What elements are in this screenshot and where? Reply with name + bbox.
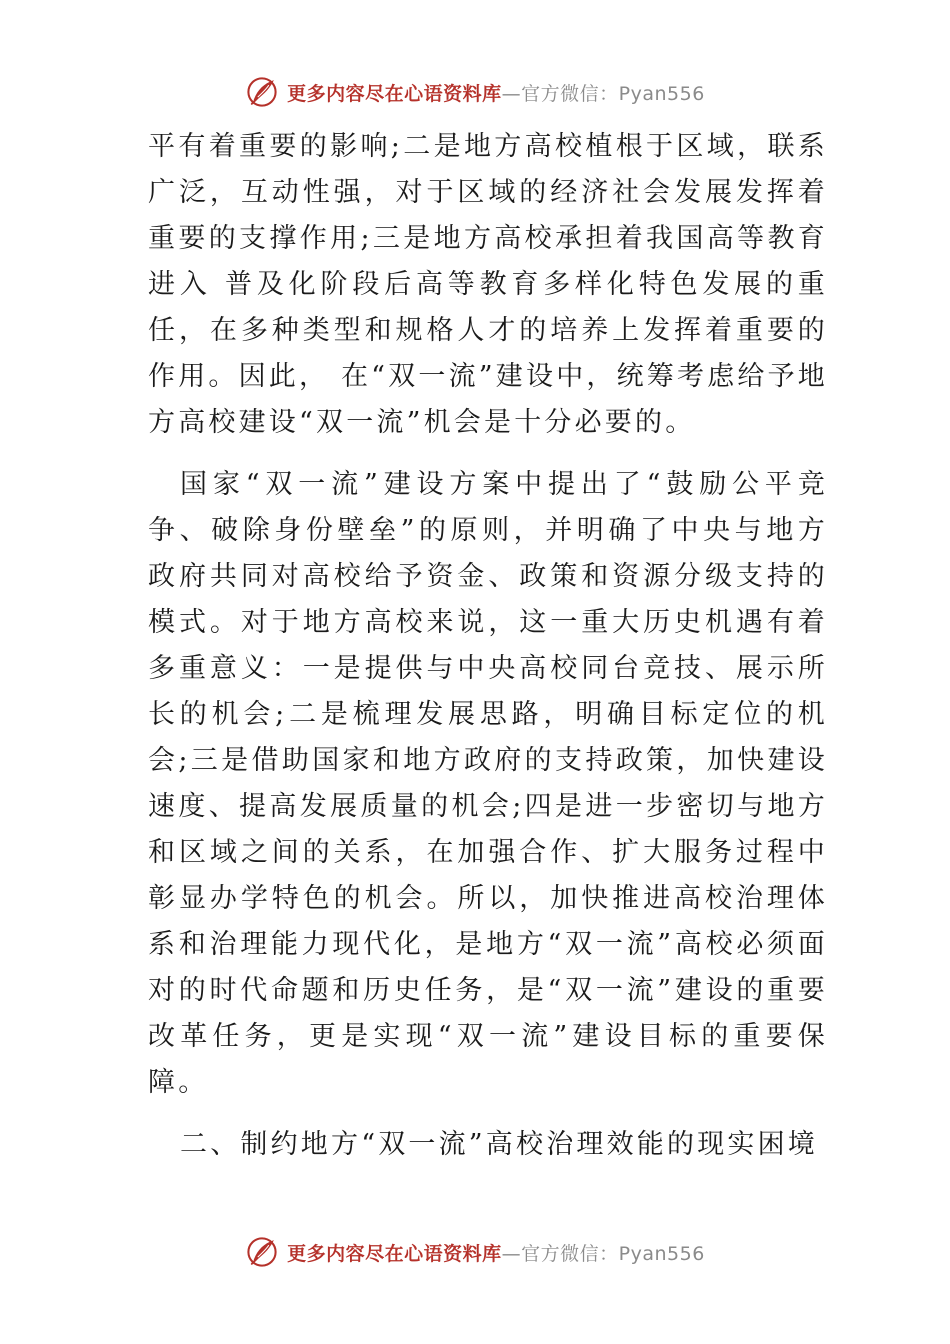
footer-banner-text <box>287 1239 705 1266</box>
footer-contact-text: 官方微信：Pyan556 <box>521 1242 705 1265</box>
section-heading: 二、制约地方“双一流”高校治理效能的现实困境 <box>180 1129 819 1160</box>
paragraph-1: 平有着重要的影响;二是地方高校植根于区域，联系广泛，互动性强，对于区域的经济社会发展发挥着重要的支撑作用;三是地方高校承担着我国高等教育进入 普及化阶段后高等教育多样化特色发展的重任，在多种类型和规格人才的培养上发挥着重要的作用。因此， 在“双一流”建设中，统筹考虑给予地方高校建设“双一流”机会是十分必要的。 <box>148 131 828 438</box>
header-dash: — <box>501 82 522 105</box>
footer-brand-text: 更多内容尽在心语资料库 <box>287 1242 502 1265</box>
paragraph-2: 国家“双一流”建设方案中提出了“鼓励公平竞争、破除身份壁垒”的原则，并明确了中央与地方政府共同对高校给予资金、政策和资源分级支持的模式。对于地方高校来说，这一重大历史机遇有着多重意义：一是提供与中央高校同台竞技、展示所长的机会;二是梳理发展思路，明确目标定位的机会;三是借助国家和地方政府的支持政策，加快建设速度、提高发展质量的机会;四是进一步密切与地方和区域之间的关系，在加强合作、扩大服务过程中彰显办学特色的机会。所以，加快推进高校治理体系和治理能力现代化，是地方“双一流”高校必须面对的时代命题和历史任务，是“双一流”建设的重要改革任务，更是实现“双一流”建设目标的重要保障。 <box>148 469 828 1098</box>
document-body <box>148 124 828 1168</box>
quill-leaf-logo-icon <box>245 1235 279 1269</box>
header-banner-text <box>287 79 705 106</box>
footer-dash: — <box>501 1242 522 1265</box>
quill-leaf-logo-icon <box>245 75 279 109</box>
header-banner <box>0 72 950 112</box>
footer-banner-inner <box>245 1235 705 1269</box>
header-banner-inner <box>245 75 705 109</box>
footer-banner <box>0 1232 950 1272</box>
header-brand-text: 更多内容尽在心语资料库 <box>287 82 502 105</box>
header-contact-text: 官方微信：Pyan556 <box>521 82 705 105</box>
